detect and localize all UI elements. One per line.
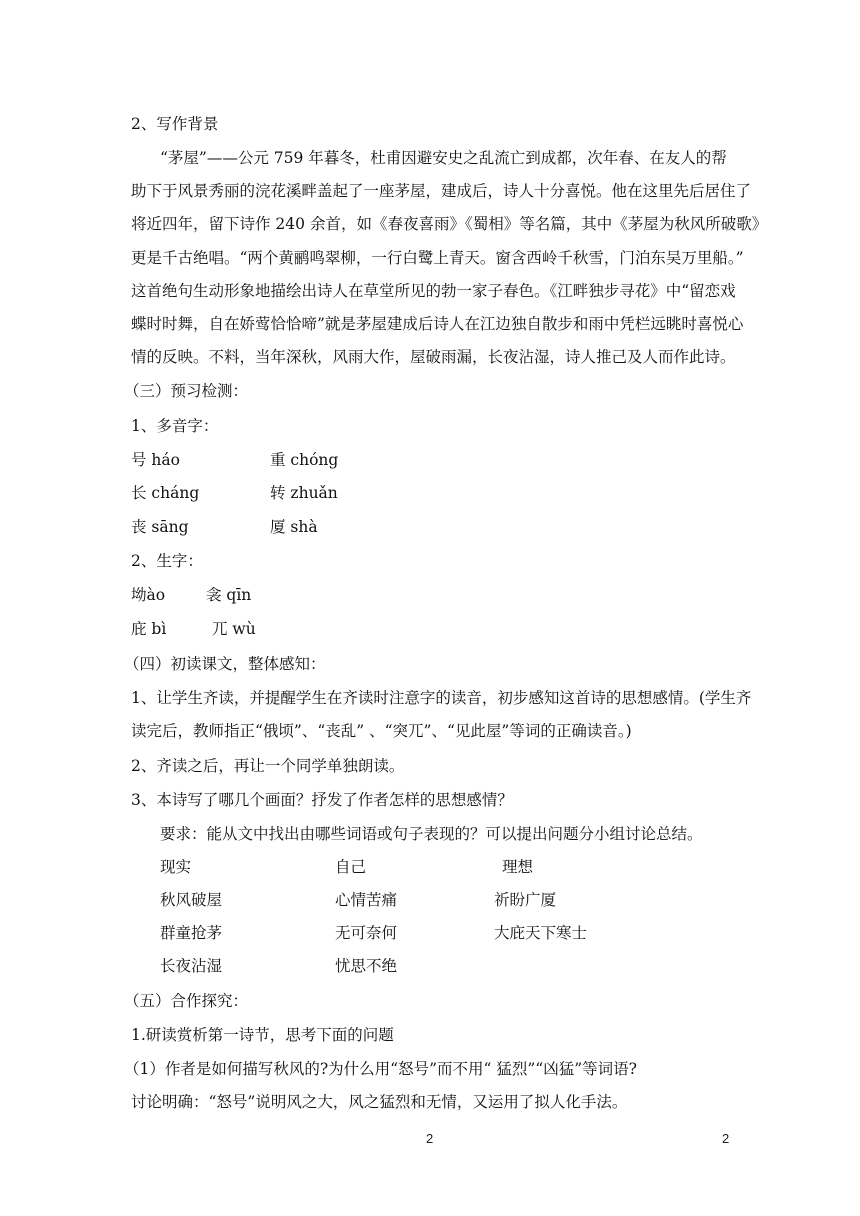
new-char-item: 坳ào: [131, 586, 166, 604]
paragraph-line: 1、让学生齐读，并提醒学生在齐读时注意字的读音，初步感知这首诗的思想感情。(学生齐: [131, 689, 752, 707]
table-cell: 群童抢茅: [160, 924, 223, 942]
paragraph-line: 读完后，教师指正“俄顷”、“丧乱” 、“突兀”、“见此屋”等词的正确读音。): [131, 722, 632, 740]
list-item: 3、本诗写了哪几个画面？抒发了作者怎样的思想感情？: [131, 791, 513, 809]
paragraph-line: 这首绝句生动形象地描绘出诗人在草堂所见的勃一家子春色。《江畔独步寻花》中“留恋戏: [131, 282, 736, 300]
question-text: （1）作者是如何描写秋风的?为什么用“怒号”而不用“ 猛烈”“凶猛”等词语?: [124, 1060, 637, 1078]
table-cell: 心情苦痛: [335, 891, 398, 909]
section-heading-background: 2、写作背景: [131, 115, 219, 133]
polyphone-item: 长 cháng: [131, 484, 200, 502]
table-header-cell: 自己: [335, 858, 367, 876]
new-char-item: 庇 bì: [131, 620, 167, 638]
polyphone-item: 号 háo: [131, 451, 180, 469]
new-char-item: 兀 wù: [212, 620, 256, 638]
paragraph-line: 助下于风景秀丽的浣花溪畔盖起了一座茅屋，建成后，诗人十分喜悦。他在这里先后居住了: [131, 182, 752, 200]
paragraph-line: 情的反映。不料，当年深秋，风雨大作，屋破雨漏，长夜沾湿，诗人推己及人而作此诗。: [131, 348, 736, 366]
page-number-right: 2: [722, 1131, 730, 1146]
polyphone-item: 重 chóng: [270, 451, 339, 469]
paragraph-line: “茅屋”——公元 759 年暮冬，杜甫因避安史之乱流亡到成都，次年春、在友人的帮: [160, 149, 727, 167]
section-heading-preview: （三）预习检测：: [124, 382, 249, 400]
table-header-cell: 现实: [160, 858, 192, 876]
new-char-item: 衾 qīn: [206, 586, 252, 604]
subheading-polyphones: 1、多音字：: [131, 417, 219, 435]
subheading-new-chars: 2、生字：: [131, 552, 203, 570]
table-cell: 无可奈何: [335, 924, 398, 942]
section-heading-cooperation: （五）合作探究：: [124, 992, 249, 1010]
requirement-text: 要求：能从文中找出由哪些词语或句子表现的？可以提出问题分小组讨论总结。: [160, 825, 703, 843]
page-number-center: 2: [426, 1131, 434, 1146]
paragraph-line: 将近四年，留下诗作 240 余首，如《春夜喜雨》《蜀相》等名篇，其中《茅屋为秋风所破歌》: [131, 215, 768, 233]
polyphone-item: 转 zhuǎn: [270, 484, 338, 502]
paragraph-line: 更是千古绝唱。“两个黄鹂鸣翠柳，一行白鹭上青天。窗含西岭千秋雪，门泊东吴万里船。”: [131, 249, 744, 267]
table-header-cell: 理想: [502, 858, 534, 876]
paragraph-line: 蝶时时舞，自在娇莺恰恰啼”就是茅屋建成后诗人在江边独自散步和雨中凭栏远眺时喜悦心: [131, 315, 744, 333]
polyphone-item: 丧 sāng: [131, 518, 189, 536]
polyphone-item: 厦 shà: [270, 518, 318, 536]
table-cell: 长夜沾湿: [160, 957, 223, 975]
section-heading-first-reading: （四）初读课文，整体感知：: [124, 655, 326, 673]
list-item: 2、齐读之后，再让一个同学单独朗读。: [131, 757, 405, 775]
table-cell: 大庇天下寒士: [494, 924, 588, 942]
list-item: 1.研读赏析第一诗节，思考下面的问题: [131, 1026, 394, 1044]
table-cell: 忧思不绝: [335, 957, 398, 975]
table-cell: 祈盼广厦: [494, 891, 557, 909]
table-cell: 秋风破屋: [160, 891, 223, 909]
answer-text: 讨论明确：“怒号”说明风之大，风之猛烈和无情，又运用了拟人化手法。: [131, 1093, 628, 1111]
